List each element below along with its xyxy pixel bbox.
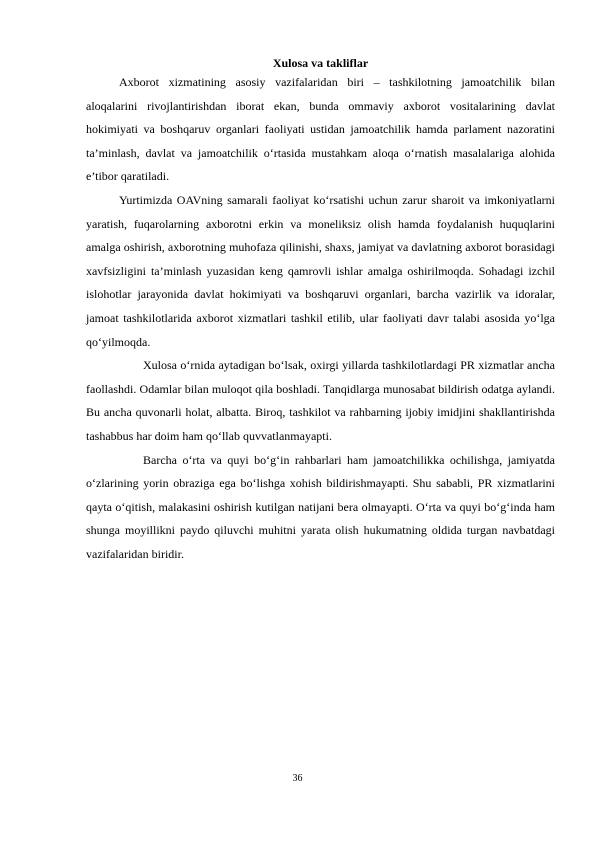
page-number: 36 [292,773,303,784]
paragraph-1: Axborot xizmatining asosiy vazifalaridan biri – tashkilotning jamoatchilik bilan aloqalarini rivojlantirishdan iborat ekan, bunda ommaviy axborot vositalarining davlat hokimiyati va boshqaruv organlari faoliyati ustidan jamoatchilik hamda parlament nazoratini ta’minlash, davlat va jamoatchilik o‘rtasida mustahkam aloqa o‘rnatish masalalariga alohida e’tibor qaratiladi. [86,75,555,184]
paragraph-4: Barcha o‘rta va quyi bo‘g‘in rahbarlari ham jamoatchilikka ochilishga, jamiyatda o‘zlarining yorin obraziga ega bo‘lishga xohish bildirishmayapti. Shu sababli, PR xizmatlarini qayta o‘qitish, malakasini oshirish kutilgan natijani bera olmayapti. O‘rta va quyi bo‘g‘inda ham shunga moyillikni paydo qiluvchi muhitni yarata olish hukumatning oldida turgan navbatdagi vazifalaridan biridir. [86,452,555,561]
section-title: Xulosa va takliflar [272,56,369,70]
paragraph-3: Xulosa o‘rnida aytadigan bo‘lsak, oxirgi yillarda tashkilotlardagi PR xizmatlar ancha faollashdi. Odamlar bilan muloqot qila boshladi. Tanqidlarga munosabat bildirish odatga aylandi. Bu ancha quvonarli holat, albatta. Biroq, tashkilot va rahbarning ijobiy imidjini shakllantirishda tashabbus har doim ham qo‘llab quvvatlanmayapti. [86,358,555,443]
paragraph-2: Yurtimizda OAVning samarali faoliyat ko‘rsatishi uchun zarur sharoit va imkoniyatlarni yaratish, fuqarolarning axborotni erkin va moneliksiz olish hamda foydalanish huquqlarini amalga oshirish, axborotning muhofaza qilinishi, shaxs, jamiyat va davlatning axborot borasidagi xavfsizligini ta’minlash yuzasidan keng qamrovli ishlar amalga oshirilmoqda. Sohadagi izchil islohotlar jarayonida davlat hokimiyati va boshqaruvi organlari, barcha vazirlik va idoralar, jamoat tashkilotlarida axborot xizmatlari tashkil etilib, ular faoliyati davr talabi asosida yo‘lga qo‘yilmoqda. [86,192,555,349]
page-content [86,56,555,566]
